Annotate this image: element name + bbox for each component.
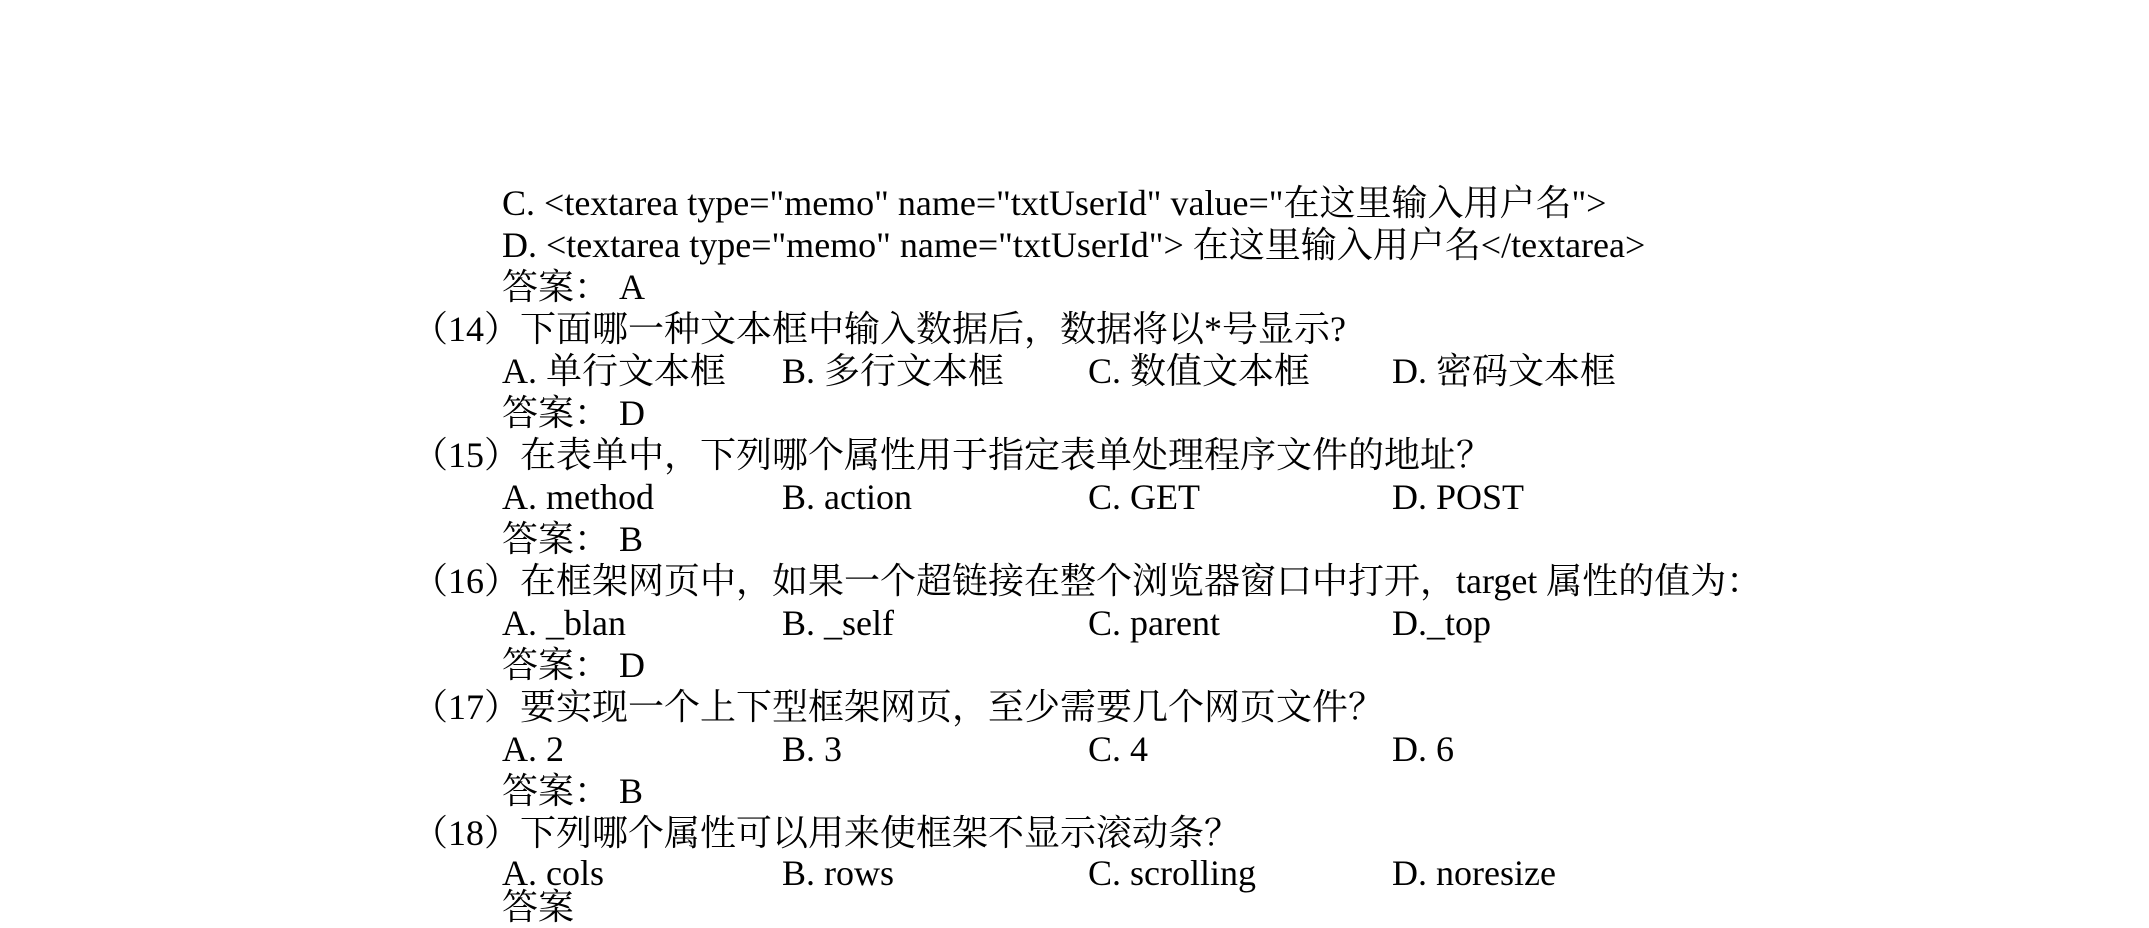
q17-option-b: B. 3 bbox=[782, 729, 843, 769]
q13-answer: 答案： A bbox=[502, 267, 645, 307]
q16-option-d: D._top bbox=[1392, 603, 1491, 643]
q17-stem: （17）要实现一个上下型框架网页，至少需要几个网页文件？ bbox=[412, 687, 1385, 727]
q15-option-b: B. action bbox=[782, 477, 912, 517]
q15-stem: （15）在表单中，下列哪个属性用于指定表单处理程序文件的地址？ bbox=[412, 435, 1493, 475]
q16-answer: 答案： D bbox=[502, 645, 645, 685]
q16-option-a: A. _blan bbox=[502, 603, 626, 643]
q14-option-c: C. 数值文本框 bbox=[1088, 351, 1311, 391]
q16-stem: （16）在框架网页中，如果一个超链接在整个浏览器窗口中打开，target 属性的值为： bbox=[412, 561, 1763, 601]
q15-option-d: D. POST bbox=[1392, 477, 1525, 517]
q17-option-a: A. 2 bbox=[502, 729, 564, 769]
q13-option-c: C. <textarea type="memo" name="txtUserId" value="在这里输入用户名"> bbox=[502, 183, 1607, 223]
q13-option-d: D. <textarea type="memo" name="txtUserId"> 在这里输入用户名</textarea> bbox=[502, 225, 1646, 265]
q18-stem: （18）下列哪个属性可以用来使框架不显示滚动条？ bbox=[412, 813, 1241, 853]
q14-stem: （14）下面哪一种文本框中输入数据后，数据将以*号显示? bbox=[412, 309, 1346, 349]
q18-option-a: A. cols bbox=[502, 853, 604, 893]
q16-option-b: B. _self bbox=[782, 603, 894, 643]
q15-answer: 答案： B bbox=[502, 519, 644, 559]
q14-option-d: D. 密码文本框 bbox=[1392, 351, 1616, 391]
q18-answer: 答案 bbox=[502, 887, 575, 927]
q15-option-a: A. method bbox=[502, 477, 654, 517]
q18-answer-clipped bbox=[502, 887, 582, 927]
q17-option-c: C. 4 bbox=[1088, 729, 1149, 769]
q18-option-c: C. scrolling bbox=[1088, 853, 1256, 893]
q14-option-a: A. 单行文本框 bbox=[502, 351, 726, 391]
q16-option-c: C. parent bbox=[1088, 603, 1220, 643]
q17-option-d: D. 6 bbox=[1392, 729, 1454, 769]
q18-option-b: B. rows bbox=[782, 853, 895, 893]
q18-option-d: D. noresize bbox=[1392, 853, 1556, 893]
q14-option-b: B. 多行文本框 bbox=[782, 351, 1005, 391]
q14-answer: 答案： D bbox=[502, 393, 645, 433]
q15-option-c: C. GET bbox=[1088, 477, 1200, 517]
q17-answer: 答案： B bbox=[502, 771, 644, 811]
